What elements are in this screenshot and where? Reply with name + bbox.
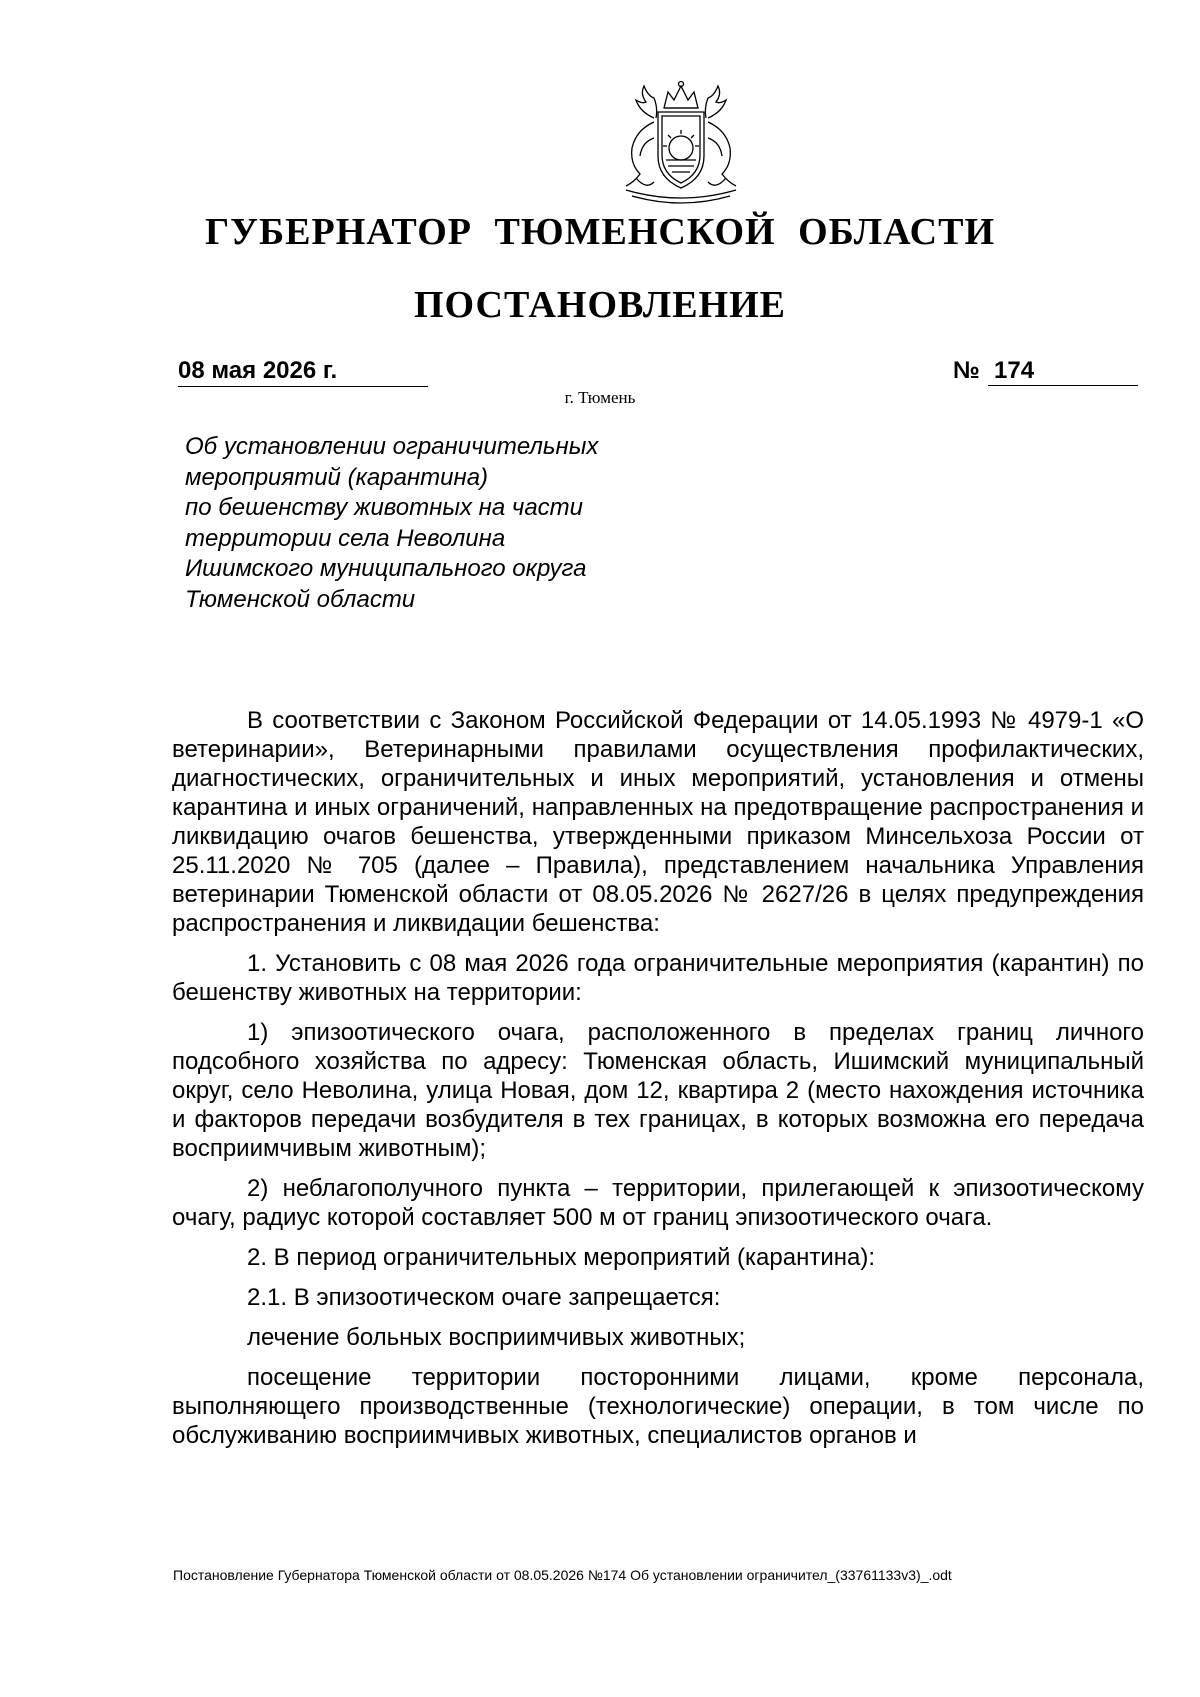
body-paragraph: 2. В период ограничительных мероприятий (карантина): xyxy=(247,1244,876,1271)
body-paragraph: 1. Установить с 08 мая 2026 года ограничительные мероприятия (карантин) по бешенству животных на территории: xyxy=(172,950,1144,1006)
body-paragraph: лечение больных восприимчивых животных; xyxy=(247,1324,746,1351)
body-paragraph: 2) неблагополучного пункта – территории, прилегающей к эпизоотическому очагу, радиус которой составляет 500 м от границ эпизоотического очага. xyxy=(172,1175,1144,1231)
subject-line: Ишимского муниципального округа xyxy=(185,555,587,582)
document-subject xyxy=(185,432,705,615)
issuing-authority: ГУБЕРНАТОР ТЮМЕНСКОЙ ОБЛАСТИ xyxy=(204,211,996,253)
body-paragraph: 1) эпизоотического очага, расположенного в пределах границ личного подсобного хозяйства по адресу: Тюменская область, Ишимский муниципальный округ, село Неволина, улица Новая, дом 12, квартира 2 (место нахождения источника и факторов передачи возбудителя в тех границах, в которых возможна его передача восприимчивым животным); xyxy=(172,1019,1144,1162)
body-paragraph: В соответствии с Законом Российской Федерации от 14.05.1993 № 4979-1 «О ветеринарии», Ветеринарными правилами осуществления профилактических, диагностических, ограничительных и иных мероприятий, установления и отмены карантина и иных ограничений, направленных на предотвращение распространения и ликвидацию очагов бешенства, утвержденными приказом Минсельхоза России от 25.11.2020 № 705 (далее – Правила), представлением начальника Управления ветеринарии Тюменской области от 08.05.2026 № 2627/26 в целях предупреждения распространения и ликвидации бешенства: xyxy=(172,707,1144,937)
document-date: 08 мая 2026 г. xyxy=(178,356,428,387)
body-paragraph: 2.1. В эпизоотическом очаге запрещается: xyxy=(247,1284,721,1311)
subject-line: мероприятий (карантина) xyxy=(185,463,489,491)
subject-line: территории села Неволина xyxy=(185,524,506,552)
page-footer: Постановление Губернатора Тюменской области от 08.05.2026 №174 Об установлении ограничител_(33761133v3)_.odt xyxy=(173,1567,952,1583)
body-paragraph: посещение территории посторонними лицами, кроме персонала, выполняющего производственные (технологические) операции, в том числе по обслуживанию восприимчивых животных, специалистов органов и xyxy=(172,1364,1144,1449)
document-city: г. Тюмень xyxy=(564,388,636,407)
coat-of-arms-icon xyxy=(596,78,766,208)
subject-line: Тюменской области xyxy=(185,585,416,613)
subject-line: по бешенству животных на части xyxy=(185,494,584,521)
number-sign: № xyxy=(953,357,980,384)
document-number: 174 xyxy=(988,356,1138,386)
subject-line: Об установлении ограничительных xyxy=(185,433,599,460)
document-body xyxy=(172,706,1144,1450)
document-type: ПОСТАНОВЛЕНИЕ xyxy=(413,284,787,326)
